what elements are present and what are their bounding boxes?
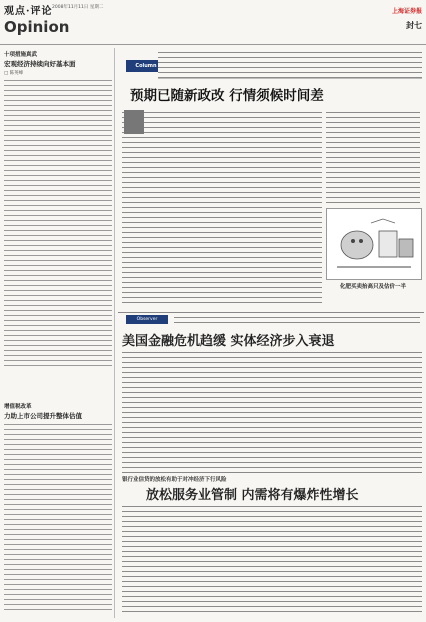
- observer-blurb: [174, 315, 420, 325]
- header-date: 2008年11月11日 星期二: [52, 5, 104, 10]
- lead-blurb: [158, 50, 422, 79]
- third-headline: 放松服务业管制 内需将有爆炸性增长: [146, 488, 359, 503]
- column-badge: Column: [126, 60, 166, 72]
- lead-article: [118, 48, 424, 308]
- author-photo: [124, 110, 144, 134]
- mid-sidebar-headline: 力助上市公司提升整体估值: [4, 412, 82, 420]
- newspaper-brand: 上海证券报: [391, 8, 422, 15]
- sidebar-kicker: 十项措施真武: [4, 52, 38, 58]
- third-body-text: [122, 504, 422, 616]
- lead-headline: 预期已随新政改 行情须候时间差: [130, 88, 324, 104]
- page-header: [0, 0, 426, 45]
- section-title: 观点·评论: [4, 6, 53, 17]
- observer-bar: [118, 312, 424, 325]
- observer-tag: Observer: [126, 315, 168, 324]
- sidebar-byline: □ 陈英峰: [4, 71, 24, 76]
- editorial-cartoon: [326, 208, 422, 280]
- lead-body-text: [122, 110, 322, 305]
- second-headline: 美国金融危机趋缓 实体经济步入衰退: [122, 334, 335, 349]
- mid-sidebar: [2, 400, 114, 612]
- sidebar-text-block: [4, 78, 112, 368]
- second-body-text: [122, 350, 422, 468]
- lead-side-text: [326, 110, 420, 204]
- cartoon-illustration: [327, 209, 421, 279]
- cartoon-caption: 化肥买卖抬高只及估价一半: [339, 284, 406, 290]
- third-kicker: 银行业信贷的放松有助于对冲经济下行风险: [122, 472, 422, 483]
- sidebar-headline: 宏观经济持续向好基本面: [4, 60, 76, 68]
- page-number: 封七: [406, 20, 422, 30]
- section-title-en: Opinion: [4, 18, 70, 36]
- mid-sidebar-text-block: [4, 422, 112, 612]
- mid-sidebar-kicker: 增值税改革: [4, 404, 32, 410]
